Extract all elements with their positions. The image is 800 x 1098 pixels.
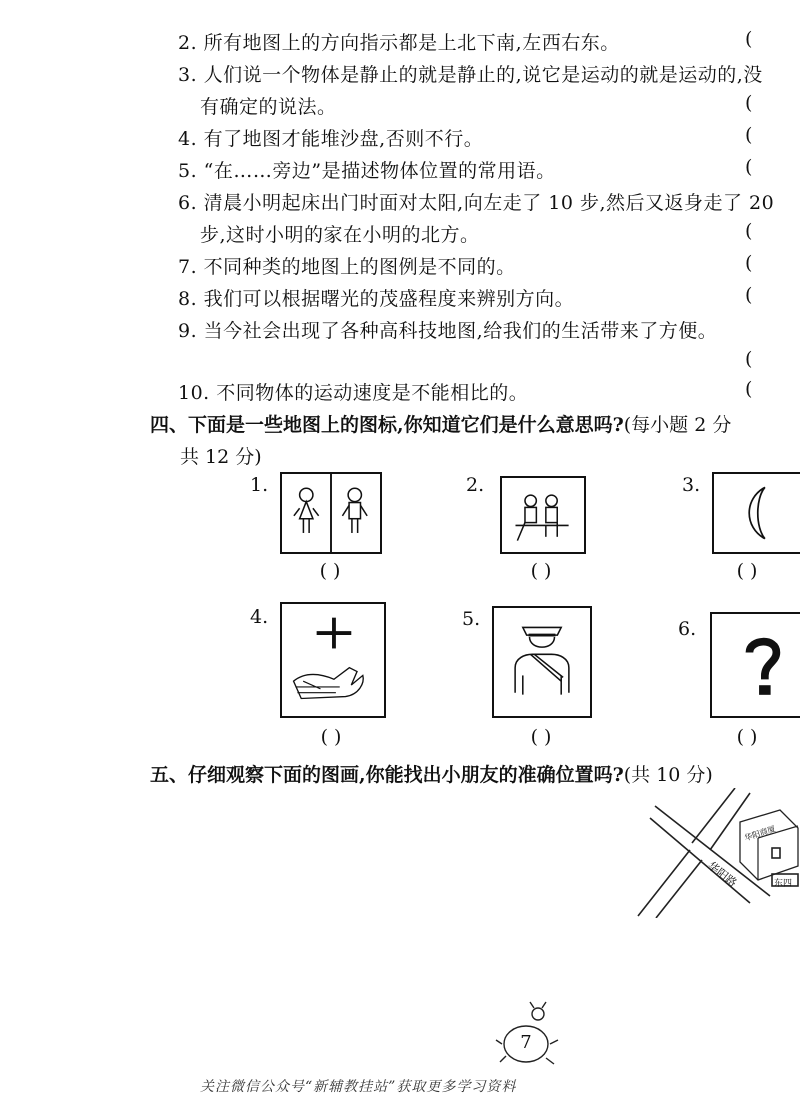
item-text: 4. 有了地图才能堆沙盘,否则不行。 (178, 128, 484, 150)
answer-paren[interactable]: ( (745, 220, 753, 242)
footer-text: 关注微信公众号“新辅教挂站”获取更多学习资料 (200, 1079, 517, 1095)
waiting-room-icon (500, 476, 586, 554)
page-number-badge (494, 1000, 564, 1070)
item-text-cont: 步,这时小明的家在小明的北方。 (200, 224, 480, 246)
section5-score: (共 10 分) (623, 764, 713, 786)
question-mark-icon (710, 612, 800, 718)
answer-paren[interactable]: ( (745, 92, 753, 114)
answer-paren[interactable]: ( (745, 378, 753, 400)
section4-score-cont: 共 12 分) (180, 446, 262, 468)
item-text: 2. 所有地图上的方向指示都是上北下南,左西右东。 (178, 32, 620, 54)
item-text-cont: 有确定的说法。 (200, 96, 337, 118)
section5-title-text: 五、仔细观察下面的图画,你能找出小朋友的准确位置吗? (150, 764, 624, 786)
answer-paren[interactable]: ( ) (530, 726, 552, 748)
police-icon (492, 606, 592, 718)
restroom-icon (280, 472, 382, 554)
answer-paren[interactable]: ( ) (736, 726, 758, 748)
answer-paren[interactable]: ( ) (530, 560, 552, 582)
item-text: 10. 不同物体的运动速度是不能相比的。 (178, 382, 529, 404)
section4-title (150, 410, 731, 437)
item-text: 5. “在……旁边”是描述物体位置的常用语。 (178, 160, 556, 182)
icon-number: 5. (462, 608, 481, 630)
icon-number: 3. (682, 474, 701, 496)
answer-paren[interactable]: ( (745, 252, 753, 274)
page-number: 7 (520, 1032, 532, 1053)
item-text: 7. 不同种类的地图上的图例是不同的。 (178, 256, 516, 278)
icon-number: 4. (250, 606, 269, 628)
item-text: 3. 人们说一个物体是静止的就是静止的,说它是运动的就是运动的,没 (178, 64, 763, 86)
section5-title (150, 760, 713, 787)
answer-paren[interactable]: ( ) (320, 726, 342, 748)
answer-paren[interactable]: ( (745, 156, 753, 178)
answer-paren[interactable]: ( ) (736, 560, 758, 582)
building-label: 华阳商厦 (743, 824, 777, 843)
icon-number: 1. (250, 474, 269, 496)
answer-paren[interactable]: ( (745, 28, 753, 50)
item-text: 8. 我们可以根据曙光的茂盛程度来辨别方向。 (178, 288, 575, 310)
section4-title-text: 四、下面是一些地图上的图标,你知道它们是什么意思吗? (150, 414, 624, 436)
answer-paren[interactable]: ( ) (319, 560, 341, 582)
item-text: 9. 当今社会出现了各种高科技地图,给我们的生活带来了方便。 (178, 320, 718, 342)
answer-paren[interactable]: ( (745, 124, 753, 146)
icon-number: 2. (466, 474, 485, 496)
icon-number: 6. (678, 618, 697, 640)
section4-score: (每小题 2 分 (623, 414, 732, 436)
sign-label: 东四 (774, 879, 793, 889)
road-label: 华阳路 (705, 859, 740, 890)
answer-paren[interactable]: ( (745, 284, 753, 306)
street-map (630, 788, 800, 918)
answer-paren[interactable]: ( (745, 348, 753, 370)
first-aid-icon (280, 602, 386, 718)
crescent-icon (712, 472, 800, 554)
item-text: 6. 清晨小明起床出门时面对太阳,向左走了 10 步,然后又返身走了 20 (178, 192, 775, 214)
